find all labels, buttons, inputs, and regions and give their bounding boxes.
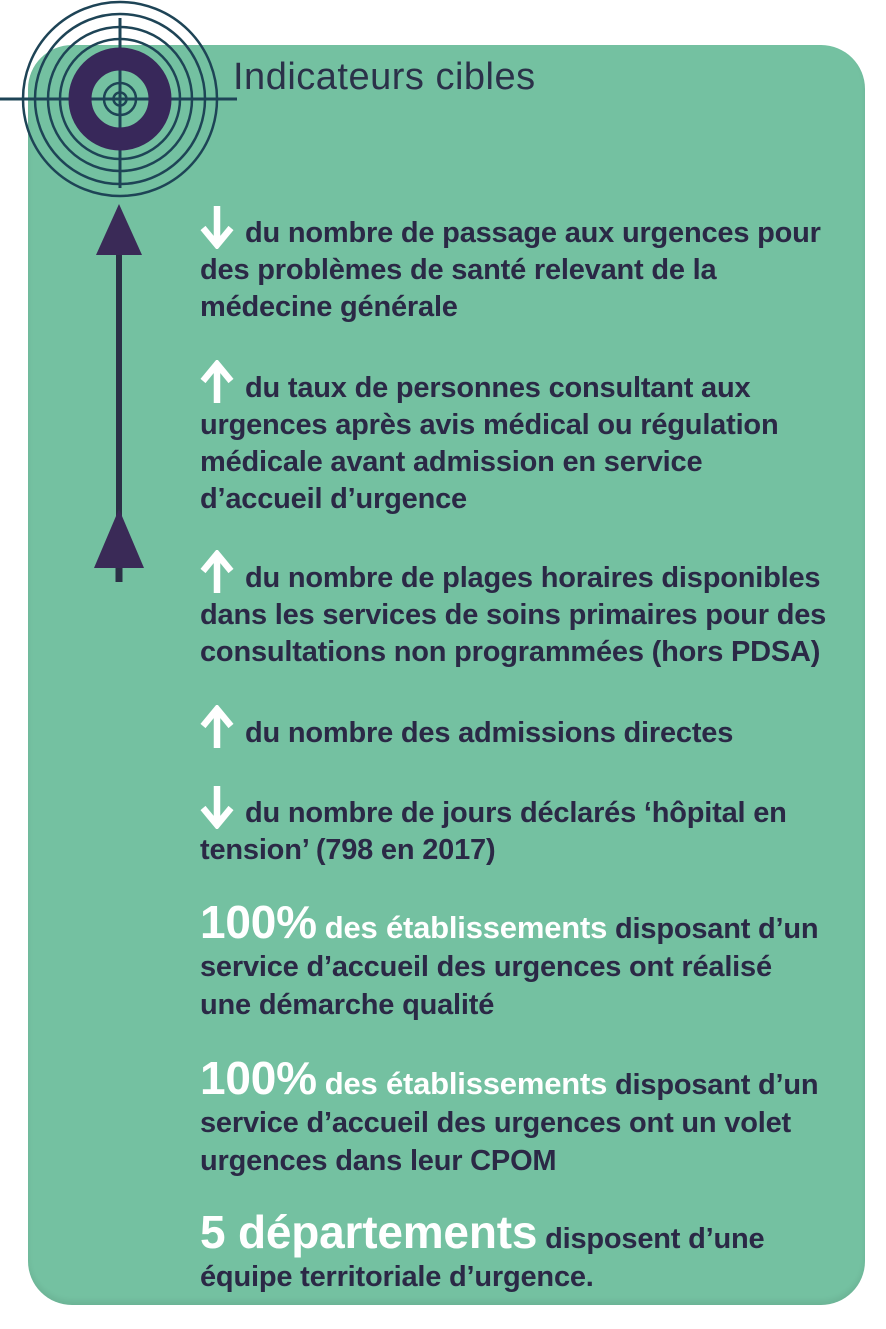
up-arrow-icon bbox=[200, 550, 234, 594]
bullet-line: du taux de personnes consultant aux bbox=[245, 372, 751, 404]
stat-line: service d’accueil des urgences ont réalisé bbox=[200, 951, 772, 983]
down-arrow-icon bbox=[200, 785, 234, 829]
bullet-line: d’accueil d’urgence bbox=[200, 483, 467, 515]
up-arrow-icon bbox=[200, 705, 234, 749]
bullet-line: du nombre de plages horaires disponibles bbox=[245, 562, 821, 594]
stat-line: équipe territoriale d’urgence. bbox=[200, 1261, 594, 1293]
bullet-line: dans les services de soins primaires pour des bbox=[200, 599, 827, 631]
bullet-line: du nombre des admissions directes bbox=[245, 717, 734, 749]
bullet-item bbox=[200, 360, 852, 518]
stat-subhighlight: des établissements bbox=[324, 910, 608, 945]
target-crosshair-icon bbox=[0, 0, 252, 200]
down-arrow-icon bbox=[200, 205, 234, 249]
stat-highlight: 5 départements bbox=[200, 1206, 538, 1258]
bullet-line: tension’ (798 en 2017) bbox=[200, 834, 496, 866]
bullet-line: du nombre de passage aux urgences pour bbox=[245, 217, 821, 249]
bullet-line: médicale avant admission en service bbox=[200, 446, 703, 478]
stat-subhighlight: des établissements bbox=[324, 1066, 608, 1101]
up-arrow-icon bbox=[200, 360, 234, 404]
bullet-line: des problèmes de santé relevant de la bbox=[200, 254, 717, 286]
stat-line: urgences dans leur CPOM bbox=[200, 1145, 557, 1177]
stat-line: une démarche qualité bbox=[200, 989, 495, 1021]
bullet-line: du nombre de jours déclarés ‘hôpital en bbox=[245, 797, 787, 829]
stat-item bbox=[200, 1052, 852, 1180]
stat-line: disposent d’une bbox=[545, 1223, 765, 1255]
stat-line: disposant d’un bbox=[615, 1069, 819, 1101]
bullet-line: urgences après avis médical ou régulation bbox=[200, 409, 779, 441]
bullet-line: consultations non programmées (hors PDSA) bbox=[200, 636, 821, 668]
bullet-line: médecine générale bbox=[200, 291, 458, 323]
stat-highlight: 100% bbox=[200, 1052, 317, 1104]
page-title: Indicateurs cibles bbox=[233, 56, 536, 98]
bullet-item bbox=[200, 785, 852, 869]
stat-line: disposant d’un bbox=[615, 913, 819, 945]
stat-highlight: 100% bbox=[200, 896, 317, 948]
bullet-item bbox=[200, 705, 852, 752]
stat-line: service d’accueil des urgences ont un volet bbox=[200, 1107, 791, 1139]
stat-item bbox=[200, 1206, 852, 1296]
stat-item bbox=[200, 896, 852, 1024]
bullet-item bbox=[200, 205, 852, 326]
bullet-item bbox=[200, 550, 852, 671]
long-up-arrow-icon bbox=[92, 204, 146, 584]
